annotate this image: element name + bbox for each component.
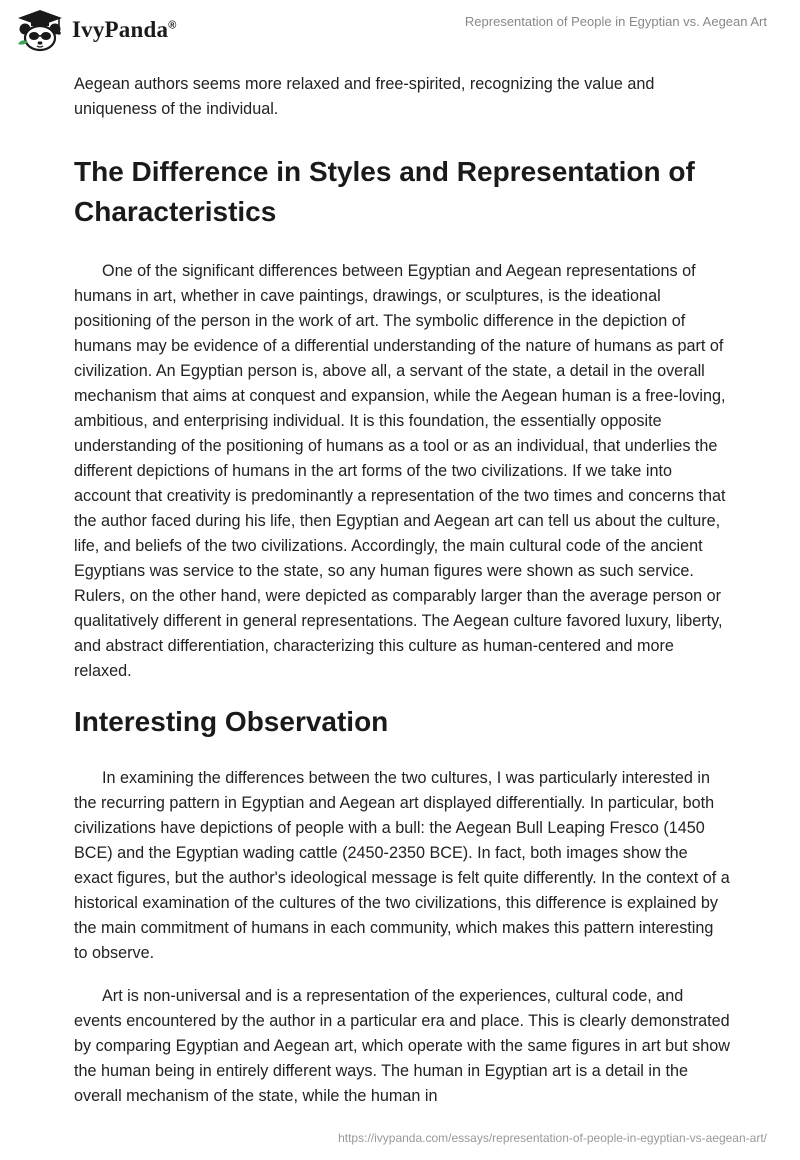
section-paragraph-observation-2: Art is non-universal and is a representation of the experiences, cultural code, and events encountered by the author in a particular era and place. This is clearly demonstrated by comparing Egyptian and Aegean art, which operate with the same figures in art but show the human being in entirely different ways. The human in Egyptian art is a detail in the overall mechanism of the state, while the human in — [74, 987, 730, 1105]
section-heading-styles: The Difference in Styles and Representation of Characteristics — [74, 156, 695, 227]
brand-name: IvyPanda® — [72, 17, 177, 42]
intro-paragraph: Aegean authors seems more relaxed and free-spirited, recognizing the value and uniqueness of the individual. — [74, 75, 655, 118]
panda-graduate-icon — [14, 8, 66, 52]
article-body — [74, 72, 730, 1109]
document-title: Representation of People in Egyptian vs. Aegean Art — [464, 14, 767, 29]
registered-mark: ® — [168, 19, 177, 32]
source-url[interactable]: https://ivypanda.com/essays/representation-of-people-in-egyptian-vs-aegean-art/ — [338, 1131, 767, 1145]
section-paragraph-styles: One of the significant differences between Egyptian and Aegean representations of humans in art, whether in cave paintings, drawings, or sculptures, is the ideational positioning of the person in the work of art. The symbolic difference in the depiction of humans may be evidence of a differential understanding of the nature of humans as part of civilization. An Egyptian person is, above all, a servant of the state, a detail in the overall mechanism that aims at conquest and expansion, while the Aegean human is a free-loving, ambitious, and enterprising individual. It is this foundation, the essentially opposite understanding of the positioning of humans as a tool or as an individual, that underlies the different depictions of humans in the art forms of the two civilizations. If we take into account that creativity is predominantly a representation of the two times and concerns that the author faced during his life, then Egyptian and Aegean art can tell us about the culture, life, and beliefs of the two civilizations. Accordingly, the main cultural code of the ancient Egyptians was service to the state, so any human figures were shown as such service. Rulers, on the other hand, were depicted as comparably larger than the average person or qualitatively different in general representations. The Aegean culture favored luxury, liberty, and abstract differentiation, characterizing this culture as human-centered and more relaxed. — [74, 262, 726, 680]
brand-logo[interactable] — [14, 8, 177, 52]
section-heading-observation: Interesting Observation — [74, 706, 389, 737]
section-paragraph-observation-1: In examining the differences between the two cultures, I was particularly interested in the recurring pattern in Egyptian and Aegean art displayed differentially. In particular, both civilizations have depictions of people with a bull: the Aegean Bull Leaping Fresco (1450 BCE) and the Egyptian wading cattle (2450-2350 BCE). In fact, both images show the exact figures, but the author's ideological message is felt quite differently. In the context of a historical examination of the cultures of the two civilizations, this difference is explained by the main commitment of humans in each community, which makes this pattern interesting to observe. — [74, 769, 730, 962]
page-header — [0, 0, 800, 70]
